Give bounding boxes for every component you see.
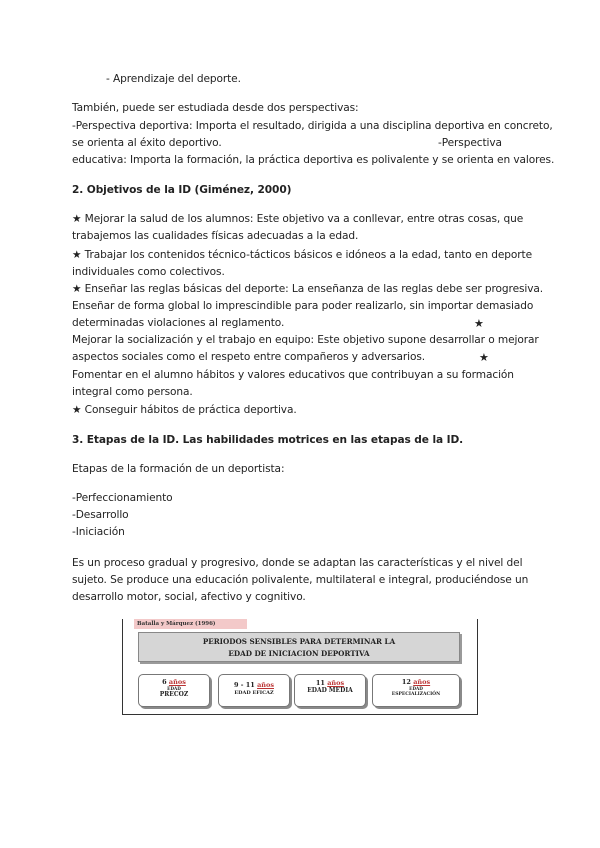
objective-line: Fomentar en el alumno hábitos y valores educativos que contribuyan a su formación xyxy=(72,369,514,381)
paragraph-line: Es un proceso gradual y progresivo, donde se adaptan las características y el nivel del xyxy=(72,557,523,569)
list-item: -Perfeccionamiento xyxy=(72,492,173,504)
figure-title xyxy=(138,632,460,662)
age-value: 11 años xyxy=(315,679,345,687)
age-label: ESPECIALIZACIÓN xyxy=(391,692,441,697)
paragraph-line: desarrollo motor, social, afectivo y cognitivo. xyxy=(72,591,306,603)
objective-line: Enseñar de forma global lo imprescindible para poder realizarlo, sin importar demasiado xyxy=(72,300,534,312)
objective-line: ★ Mejorar la salud de los alumnos: Este objetivo va a conllevar, entre otras cosas, que xyxy=(72,213,524,225)
figure-title-line: EDAD DE INICIACION DEPORTIVA xyxy=(228,649,370,658)
paragraph-line: educativa: Importa la formación, la práctica deportiva es polivalente y se orienta en valores. xyxy=(72,154,555,166)
section-heading-etapas: 3. Etapas de la ID. Las habilidades motrices en las etapas de la ID. xyxy=(72,434,464,446)
age-box-especializacion xyxy=(372,674,460,707)
age-label: EDAD MEDIA xyxy=(307,687,353,694)
figure-source-tag: Batalla y Márquez (1996) xyxy=(134,619,247,629)
paragraph-line: se orienta al éxito deportivo. xyxy=(72,137,222,149)
age-box-eficaz xyxy=(218,674,290,707)
age-value: 9 - 11 años xyxy=(234,681,274,689)
paragraph-line: Etapas de la formación de un deportista: xyxy=(72,463,285,475)
objective-line: ★ Conseguir hábitos de práctica deportiva. xyxy=(72,404,297,416)
objective-line: ★ Trabajar los contenidos técnico-tácticos básicos e idóneos a la edad, tanto en deporte xyxy=(72,249,532,261)
figure-title-line: PERIODOS SENSIBLES PARA DETERMINAR LA xyxy=(202,637,396,646)
objective-line: aspectos sociales como el respeto entre compañeros y adversarios. xyxy=(72,351,426,363)
star-icon: ★ xyxy=(479,351,489,364)
age-label: PRECOZ xyxy=(159,691,189,698)
age-label: EDAD EFICAZ xyxy=(234,690,274,696)
age-box-precoz xyxy=(138,674,210,707)
objective-line: ★ Enseñar las reglas básicas del deporte: La enseñanza de las reglas debe ser progresiva. xyxy=(72,283,544,295)
paragraph-line: sujeto. Se produce una educación polivalente, multilateral e integral, produciéndose un xyxy=(72,574,529,586)
list-item: -Iniciación xyxy=(72,526,125,538)
age-caption: EDAD xyxy=(167,686,181,691)
objective-line: individuales como colectivos. xyxy=(72,266,225,278)
sensitive-periods-figure xyxy=(122,619,478,716)
age-box-media xyxy=(294,674,366,707)
paragraph-line: -Perspectiva deportiva: Importa el resultado, dirigida a una disciplina deportiva en concreto, xyxy=(72,120,553,132)
objective-line: determinadas violaciones al reglamento. xyxy=(72,317,285,329)
paragraph-line: -Perspectiva xyxy=(438,137,502,149)
objective-line: trabajemos las cualidades físicas adecuadas a la edad. xyxy=(72,230,359,242)
age-value: 12 años xyxy=(401,678,431,686)
list-item: -Desarrollo xyxy=(72,509,129,521)
star-icon: ★ xyxy=(474,317,484,330)
objective-line: integral como persona. xyxy=(72,386,193,398)
age-value: 6 años xyxy=(162,678,186,686)
list-item-aprendizaje: - Aprendizaje del deporte. xyxy=(106,73,241,85)
section-heading-objetivos: 2. Objetivos de la ID (Giménez, 2000) xyxy=(72,184,292,196)
paragraph-line: También, puede ser estudiada desde dos perspectivas: xyxy=(72,102,359,114)
objective-line: Mejorar la socialización y el trabajo en equipo: Este objetivo supone desarrollar o mejorar xyxy=(72,334,539,346)
age-caption: EDAD xyxy=(409,686,423,691)
